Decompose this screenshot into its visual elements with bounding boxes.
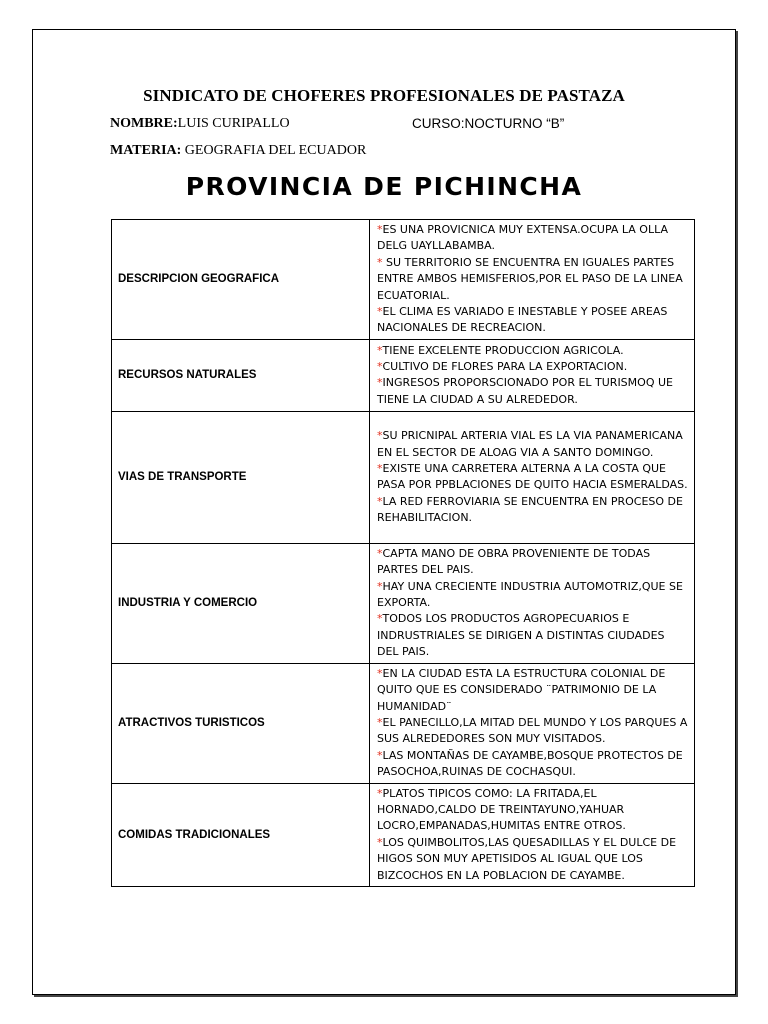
bullet-item [377,359,688,375]
bullet-item [377,304,688,337]
organization-heading: SINDICATO DE CHOFERES PROFESIONALES DE PASTAZA [143,86,625,105]
row-description [370,411,695,543]
bullet-item [377,546,688,579]
bullet-text: TODOS LOS PRODUCTOS AGROPECUARIOS E INDRUSTRIALES SE DIRIGEN A DISTINTAS CIUDADES DEL PAIS. [377,612,665,659]
document-title: PROVINCIA DE PICHINCHA [185,172,583,201]
row-description [370,663,695,783]
row-topic: INDUSTRIA Y COMERCIO [112,543,370,663]
table-body [112,220,695,887]
bullet-text: EL PANECILLO,LA MITAD DEL MUNDO Y LOS PARQUES A SUS ALREDEDORES SON MUY VISITADOS. [377,715,688,746]
bullet-text: PLATOS TIPICOS COMO: LA FRITADA,EL HORNADO,CALDO DE TREINTAYUNO,YAHUAR LOCRO,EMPANADAS,HUMITAS ENTRE OTROS. [377,786,626,833]
row-description [370,339,695,411]
bullet-item [377,428,688,461]
asterisk-bullet-icon: * [377,461,383,475]
nombre-value: LUIS CURIPALLO [177,116,290,131]
bullet-text: CULTIVO DE FLORES PARA LA EXPORTACION. [382,359,628,373]
bullet-text: EN LA CIUDAD ESTA LA ESTRUCTURA COLONIAL DE QUITO QUE ES CONSIDERADO ¨PATRIMONIO DE LA HUMANIDAD¨ [377,666,666,713]
row-description [370,543,695,663]
bullet-item [377,375,688,408]
table-row [112,220,695,340]
bullet-text: EL CLIMA ES VARIADO E INESTABLE Y POSEE AREAS NACIONALES DE RECREACION. [377,305,668,335]
bullet-text: LOS QUIMBOLITOS,LAS QUESADILLAS Y EL DULCE DE HIGOS SON MUY APETISIDOS AL IGUAL QUE LOS BIZCOCHOS EN LA POBLACION DE CAYAMBE. [377,835,677,882]
bullet-item [377,786,688,835]
table-row [112,783,695,886]
asterisk-bullet-icon: * [377,666,383,680]
asterisk-bullet-icon: * [377,494,383,508]
bullet-item [377,666,688,715]
asterisk-bullet-icon: * [377,579,383,593]
row-topic: ATRACTIVOS TURISTICOS [112,663,370,783]
row-description [370,220,695,340]
asterisk-bullet-icon: * [377,748,383,762]
bullet-item [377,715,688,748]
asterisk-bullet-icon: * [377,715,383,729]
materia-value: GEOGRAFIA DEL ECUADOR [184,143,367,158]
nombre-label: NOMBRE: [110,116,178,131]
bullet-text: LAS MONTAÑAS DE CAYAMBE,BOSQUE PROTECTOS DE PASOCHOA,RUINAS DE COCHASQUI. [377,748,683,779]
bullet-item [377,748,688,781]
bullet-text: TIENE EXCELENTE PRODUCCION AGRICOLA. [382,343,624,357]
bullet-item [377,835,688,884]
table-row [112,411,695,543]
asterisk-bullet-icon: * [377,376,383,390]
bullet-item [377,222,688,255]
asterisk-bullet-icon: * [377,612,383,626]
subject-info [110,143,366,159]
asterisk-bullet-icon: * [377,255,383,269]
asterisk-bullet-icon: * [377,429,383,443]
bullet-text: ES UNA PROVICNICA MUY EXTENSA.OCUPA LA OLLA DELG UAYLLABAMBA. [377,223,668,253]
bullet-text: SU TERRITORIO SE ENCUENTRA EN IGUALES PARTES ENTRE AMBOS HEMISFERIOS,POR EL PASO DE LA LINEA ECUATORIAL. [377,255,683,302]
table-row [112,543,695,663]
bullet-item [377,461,688,494]
bullet-text: HAY UNA CRECIENTE INDUSTRIA AUTOMOTRIZ,QUE SE EXPORTA. [377,579,683,610]
asterisk-bullet-icon: * [377,546,383,560]
materia-label: MATERIA: [110,143,182,158]
asterisk-bullet-icon: * [377,305,383,319]
asterisk-bullet-icon: * [377,786,383,800]
province-info-table [111,219,695,887]
row-description [370,783,695,886]
bullet-item [377,611,688,660]
asterisk-bullet-icon: * [377,835,383,849]
row-topic: RECURSOS NATURALES [112,339,370,411]
bullet-item [377,579,688,612]
row-topic: COMIDAS TRADICIONALES [112,783,370,886]
bullet-text: INGRESOS PROPORSCIONADO POR EL TURISMOQ UE TIENE LA CIUDAD A SU ALREDEDOR. [377,376,673,406]
row-topic: VIAS DE TRANSPORTE [112,411,370,543]
student-name [110,116,290,132]
table-row [112,339,695,411]
row-topic: DESCRIPCION GEOGRAFICA [112,220,370,340]
table-row [112,663,695,783]
bullet-text: SU PRICNIPAL ARTERIA VIAL ES LA VIA PANAMERICANA EN EL SECTOR DE ALOAG VIA A SANTO DOMINGO. [377,429,683,459]
bullet-text: CAPTA MANO DE OBRA PROVENIENTE DE TODAS PARTES DEL PAIS. [377,546,651,577]
bullet-item [377,255,688,304]
course-info: CURSO:NOCTURNO “B” [412,116,565,131]
bullet-text: LA RED FERROVIARIA SE ENCUENTRA EN PROCESO DE REHABILITACION. [377,494,683,525]
asterisk-bullet-icon: * [377,359,383,373]
bullet-item [377,494,688,527]
bullet-item [377,343,688,359]
asterisk-bullet-icon: * [377,343,383,357]
bullet-text: EXISTE UNA CARRETERA ALTERNA A LA COSTA QUE PASA POR PPBLACIONES DE QUITO HACIA ESMERALDAS. [377,461,688,492]
asterisk-bullet-icon: * [377,223,383,236]
